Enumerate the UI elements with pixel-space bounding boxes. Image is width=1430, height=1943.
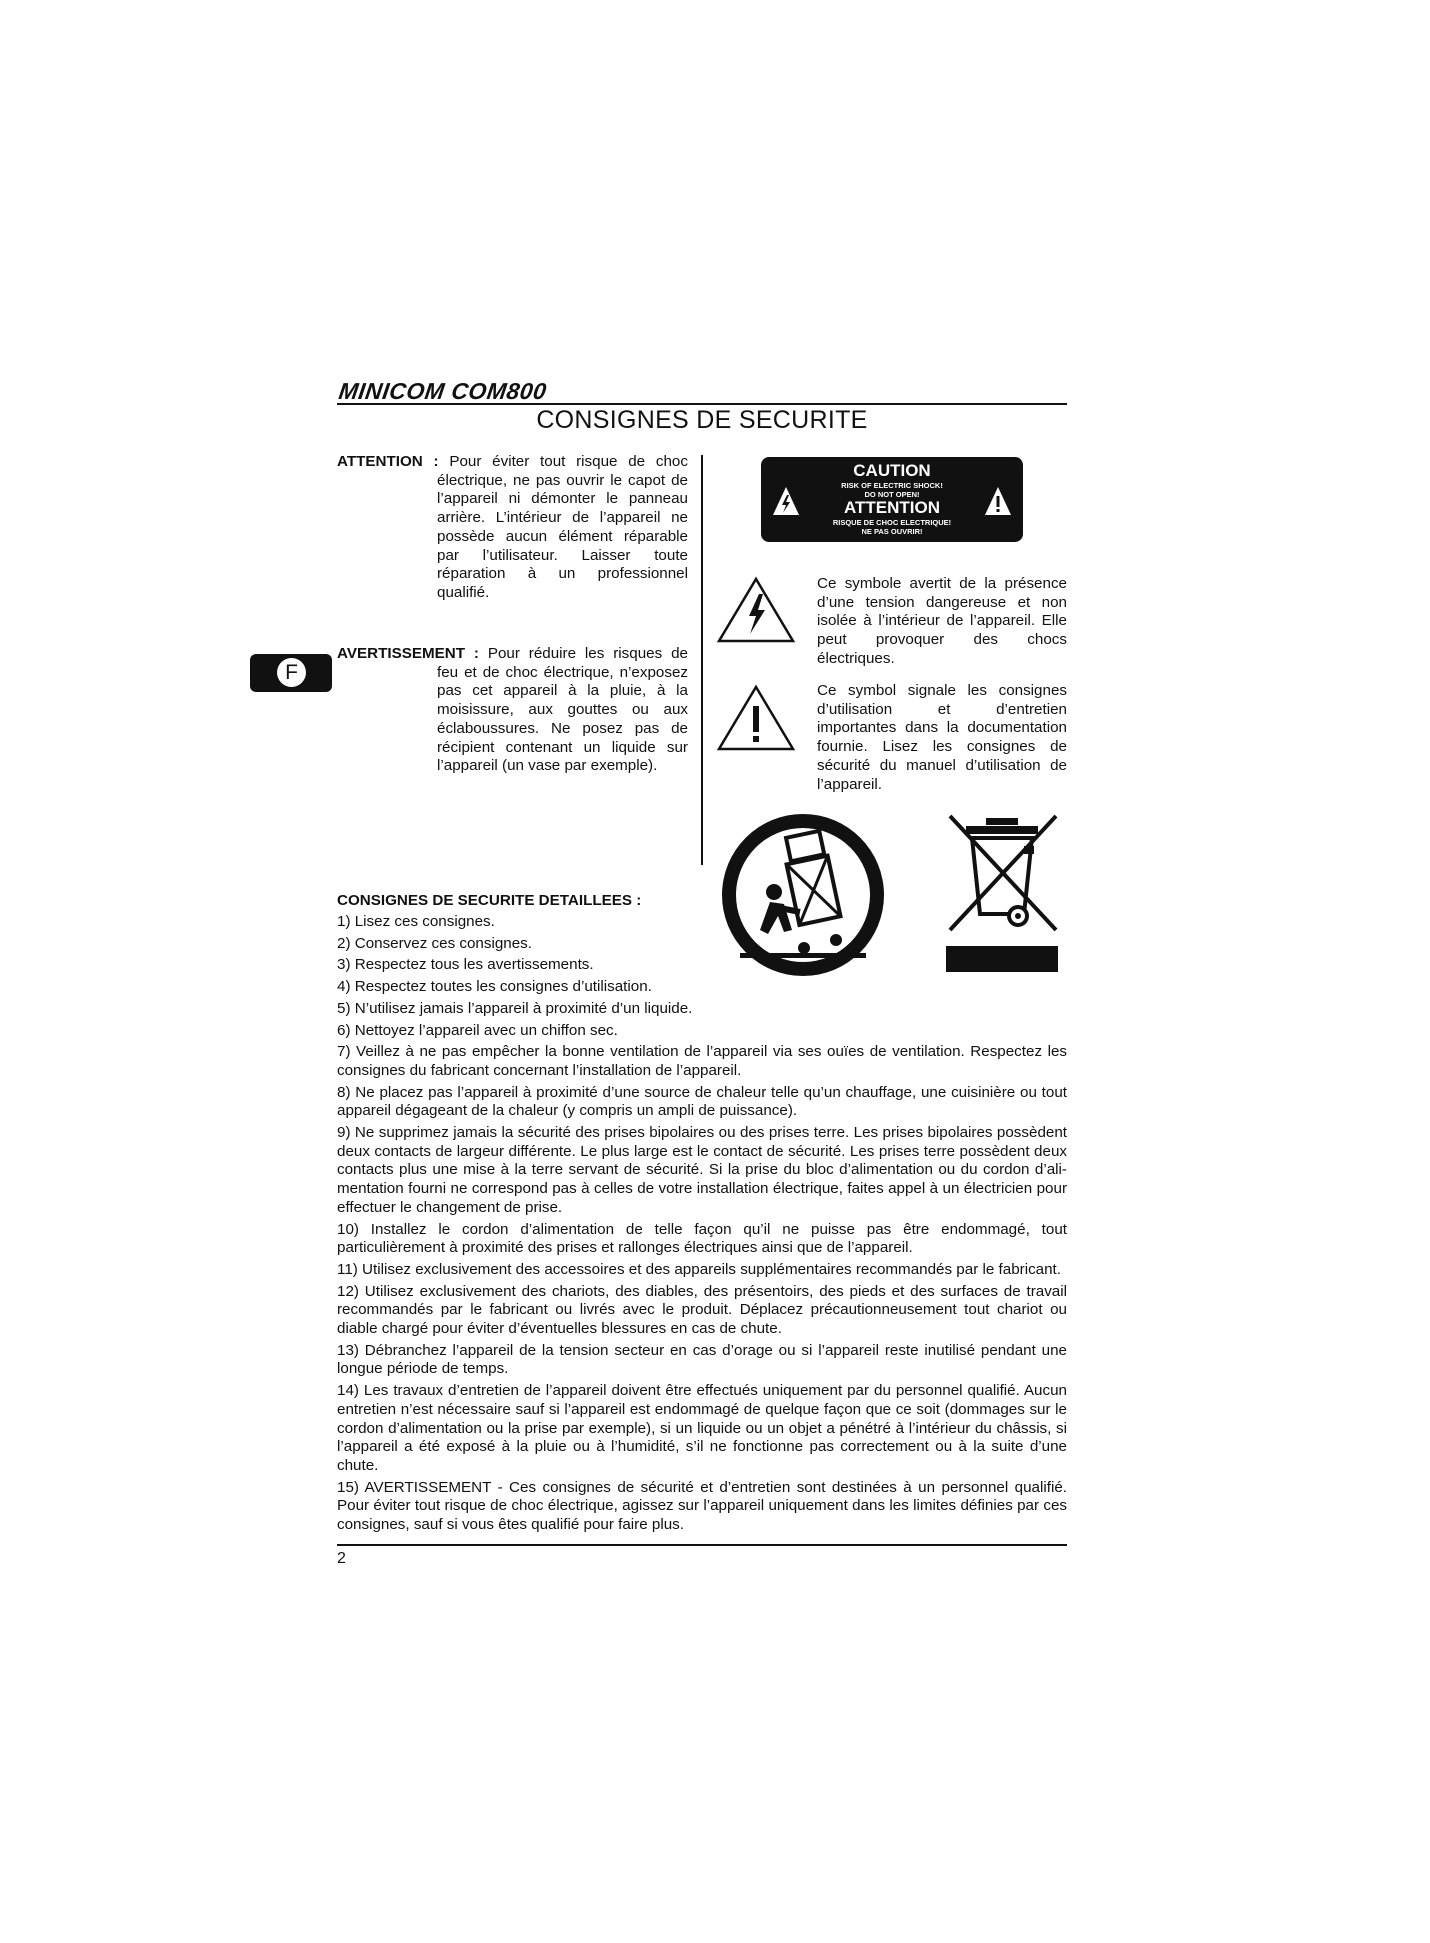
electric-shock-symbol-text: Ce symbole avertit de la présence d’une tension dangereuse et non isolée à l’intérieur de l’appareil. Elle peut provoquer des chocs électriques. xyxy=(817,575,1067,667)
instructions-symbol-text: Ce symbol signale les consignes d’utilisation et d’entretien importantes dans la documentation fournie. Lisez les consignes de sécurité du manuel d’utilisation de l’appareil. xyxy=(817,682,1067,793)
attention-body: électrique, ne pas ouvrir le capot de l’appareil ni démonter le panneau arrière. L’intérieur de l’appareil ne possède aucun élément réparable par l’utilisateur. Laisser toute réparation à un professionnel qualifié. xyxy=(437,471,688,601)
instruction-item: 1) Lisez ces consignes. xyxy=(337,913,495,930)
lightning-triangle-icon xyxy=(771,485,801,517)
warning-body: feu et de choc électrique, n’exposez pas cet appareil à la pluie, à la moisissure, aux gouttes ou aux éclaboussures. Ne posez pas de récipient contenant un liquide sur l’appareil (un vase par exemple). xyxy=(437,663,688,775)
attention-first-text: Pour éviter tout risque de choc xyxy=(449,453,688,470)
column-divider xyxy=(701,455,703,865)
instruction-item: 12) Utilisez exclusivement des chariots, des diables, des présentoirs, des pieds et des surfaces de travail recommandés par le fabricant ou livrés avec le produit. Déplacez précautionneusement tout chariot ou diable chargé pour éviter d’éventuelles blessures en cas de chute. xyxy=(337,1282,1067,1338)
caution-label xyxy=(761,457,1023,542)
caution-ne-pas-ouvrir-text: NE PAS OUVRIR! xyxy=(861,527,923,536)
caution-risk-text: RISK OF ELECTRIC SHOCK! xyxy=(841,481,943,490)
warning-first-line xyxy=(337,645,688,664)
instruction-item: 13) Débranchez l’appareil de la tension secteur en cas d’orage ou si l’appareil reste inutilisé pendant une longue période de temps. xyxy=(337,1341,1067,1378)
instruction-item: 4) Respectez toutes les consignes d’utilisation. xyxy=(337,978,652,996)
caution-do-not-open-text: DO NOT OPEN! xyxy=(864,490,920,499)
attention-paragraph xyxy=(337,453,688,603)
exclamation-triangle-icon xyxy=(983,485,1013,517)
section-title: CONSIGNES DE SECURITE xyxy=(536,406,868,434)
exclamation-warning-icon xyxy=(716,684,796,752)
instruction-item: 11) Utilisez exclusivement des accessoires et des appareils supplémentaires recommandés par le fabricant. xyxy=(337,1260,1061,1278)
page-number: 2 xyxy=(337,1550,346,1567)
header-rule xyxy=(337,403,1067,405)
caution-risque-text: RISQUE DE CHOC ELECTRIQUE! xyxy=(832,518,952,527)
caution-word: CAUTION xyxy=(853,461,931,480)
instruction-item: 14) Les travaux d’entretien de l’appareil doivent être effectués uniquement par du personnel qualifié. Aucun entretien n’est nécessaire sauf si l’appareil est endommagé de quelque façon que ce soit (dommages sur le cordon d’alimentation ou la prise par exemple), si un liquide ou un objet a pénétré à l’intérieur du châssis, si l’appareil a été exposé à la pluie ou à l’humidité, s’il ne fonctionne pas correctement ou à la suite d’une chute. xyxy=(337,1382,1067,1474)
detailed-instructions-heading: CONSIGNES DE SECURITE DETAILLEES : xyxy=(337,892,642,909)
instruction-item: 7) Veillez à ne pas empêcher la bonne ventilation de l’appareil via ses ouïes de ventilation. Respectez les consignes du fabricant concernant l’installation de l’appareil. xyxy=(337,1043,1067,1079)
detailed-instructions-list xyxy=(337,913,1067,1538)
attention-word: ATTENTION xyxy=(843,498,940,517)
instruction-item: 2) Conservez ces consignes. xyxy=(337,934,532,952)
attention-label: ATTENTION : xyxy=(337,453,439,470)
instruction-item: 8) Ne placez pas l’appareil à proximité d’une source de chaleur telle qu’un chauffage, une cuisinière ou tout appareil dégageant de la chaleur (y compris un ampli de puissance). xyxy=(337,1083,1067,1120)
electric-shock-warning-icon xyxy=(716,576,796,644)
language-tab xyxy=(250,654,332,692)
warning-paragraph xyxy=(337,645,688,776)
instruction-item: 9) Ne supprimez jamais la sécurité des prises bipolaires ou des prises terre. Les prises bipolaires possèdent deux contacts de largeur différente. Le plus large est le contact de sécurité. Les prises terre possèdent deux contacts plus une mise à la terre servant de sécurité. Si la prise du bloc d’alimentation ou du cordon d’ali-mentation fourni ne correspond pas à celles de votre installation électrique, faites appel à un électricien pour effectuer le changement de prise. xyxy=(337,1124,1067,1216)
instruction-item: 15) AVERTISSEMENT - Ces consignes de sécurité et d’entretien sont destinées à un personnel qualifié. Pour éviter tout risque de choc électrique, agissez sur l’appareil uniquement dans les limites définies par ces consignes, sauf si vous êtes qualifié pour faire plus. xyxy=(337,1478,1067,1534)
instruction-item: 6) Nettoyez l’appareil avec un chiffon sec. xyxy=(337,1021,618,1039)
instruction-item: 10) Installez le cordon d’alimentation de telle façon qu’il ne puisse pas être endommagé, tout particulièrement à proximité des prises et rallonges électriques ainsi que de l’appareil. xyxy=(337,1220,1067,1257)
instruction-item: 3) Respectez tous les avertissements. xyxy=(337,956,594,974)
instruction-item: 5) N’utilisez jamais l’appareil à proximité d’un liquide. xyxy=(337,999,693,1017)
language-tab-letter: F xyxy=(277,658,306,687)
product-title: MINICOM COM800 xyxy=(337,378,549,404)
footer-rule xyxy=(337,1544,1067,1546)
warning-label: AVERTISSEMENT : xyxy=(337,645,479,662)
attention-first-line xyxy=(337,453,688,472)
warning-first-text: Pour réduire les risques de xyxy=(487,645,688,662)
